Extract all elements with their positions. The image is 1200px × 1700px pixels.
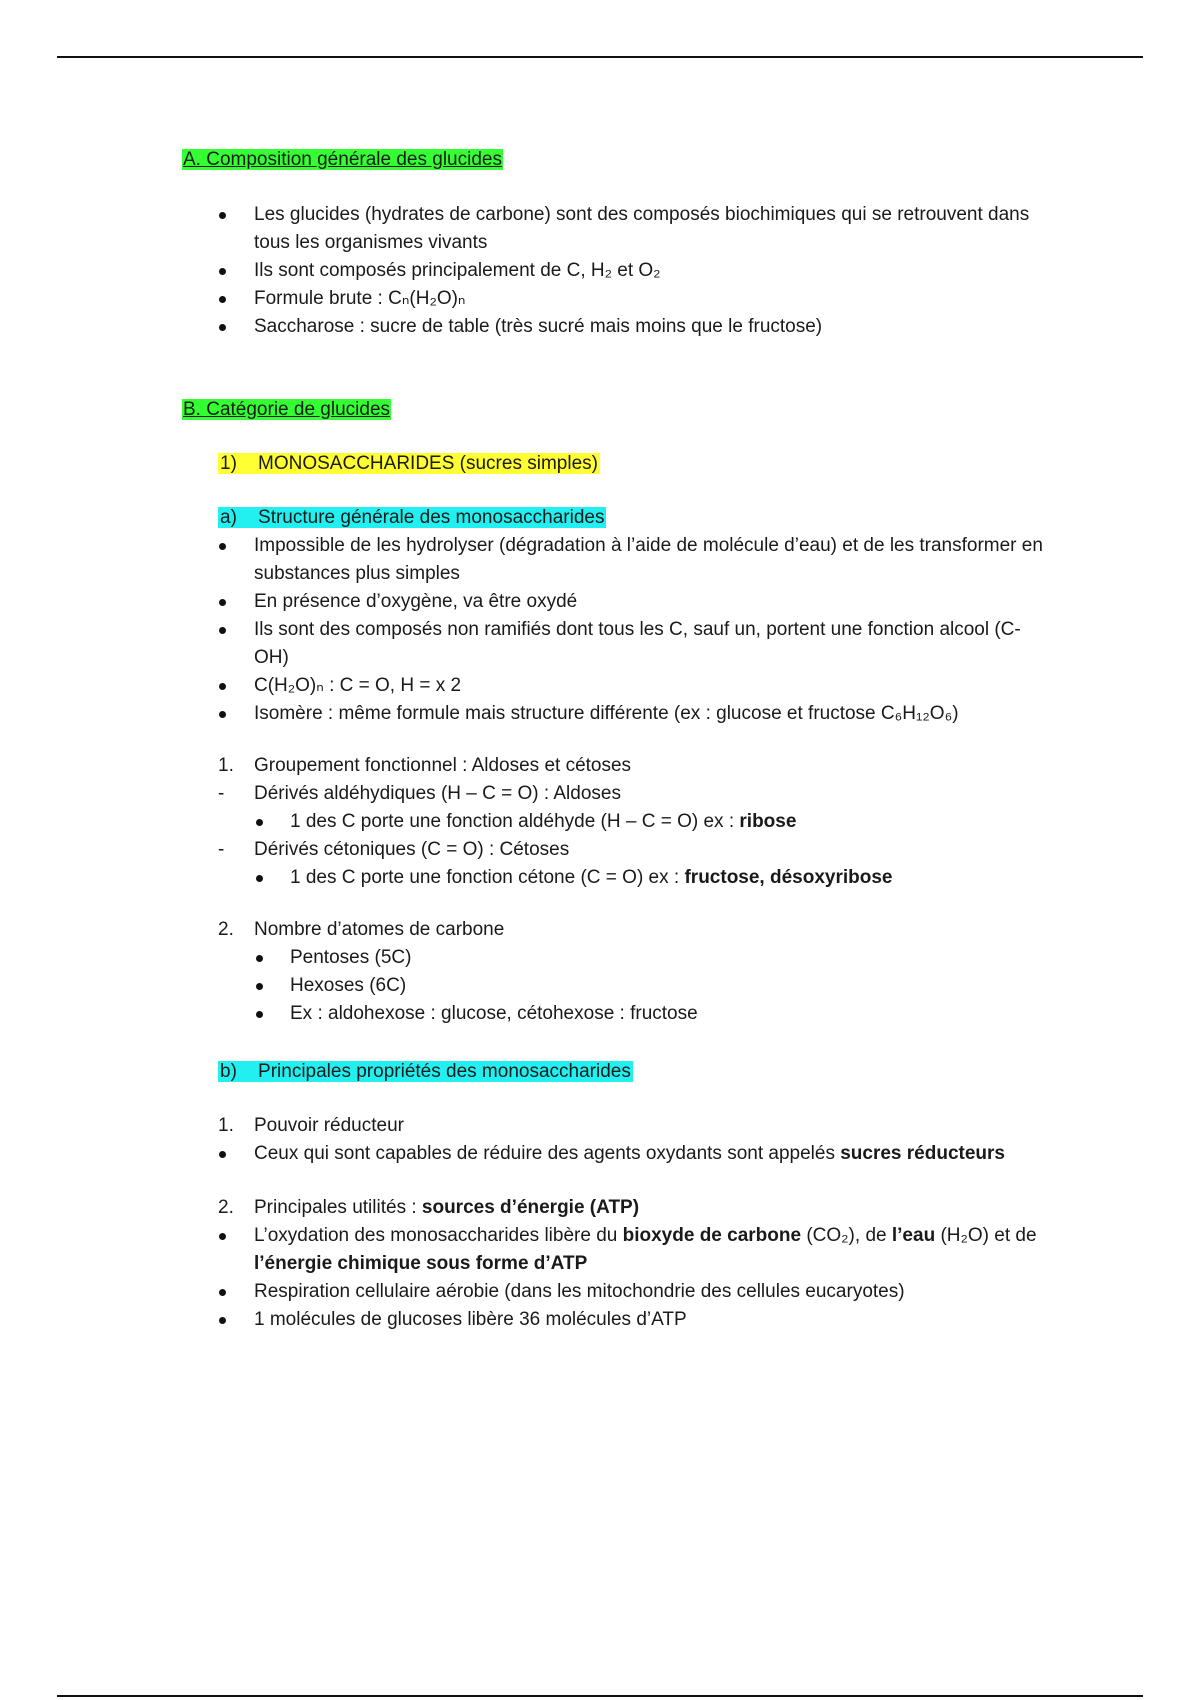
- header-rule: [57, 56, 1143, 58]
- subsection-a-heading: a) Structure générale des monosaccharides: [220, 507, 605, 528]
- list-item: 1 molécules de glucoses libère 36 molécules d’ATP: [218, 1306, 1048, 1334]
- numbered-item: 2. Nombre d’atomes de carbone: [218, 919, 505, 940]
- numbered-item: 2. Principales utilités : sources d’énergie (ATP): [218, 1197, 640, 1218]
- list-item: Saccharose : sucre de table (très sucré mais moins que le fructose): [218, 313, 1048, 341]
- section-a-heading: A. Composition générale des glucides: [183, 149, 502, 170]
- list-item: Impossible de les hydrolyser (dégradation à l’aide de molécule d’eau) et de les transformer en substances plus simples: [218, 532, 1048, 588]
- list-item: Hexoses (6C): [218, 972, 1048, 1000]
- list-item: 1 des C porte une fonction aldéhyde (H – C = O) ex : ribose: [218, 808, 1048, 836]
- dash-item: - Dérivés aldéhydiques (H – C = O) : Aldoses: [218, 783, 621, 804]
- numbered-item: 1. Groupement fonctionnel : Aldoses et cétoses: [218, 755, 632, 776]
- reducing-power-block: [218, 1112, 1048, 1168]
- dash-item: - Dérivés cétoniques (C = O) : Cétoses: [218, 839, 570, 860]
- list-item: Respiration cellulaire aérobie (dans les mitochondrie des cellules eucaryotes): [218, 1278, 1048, 1306]
- list-item: Ils sont composés principalement de C, H₂ et O₂: [218, 257, 1048, 285]
- subsection-b-heading: b) Principales propriétés des monosaccharides: [220, 1061, 631, 1082]
- list-item: Ex : aldohexose : glucose, cétohexose : fructose: [218, 1000, 1048, 1028]
- list-item: Ils sont des composés non ramifiés dont tous les C, sauf un, portent une fonction alcool (C-OH): [218, 616, 1048, 672]
- section-b-heading: B. Catégorie de glucides: [183, 399, 391, 420]
- list-item: Ceux qui sont capables de réduire des agents oxydants sont appelés sucres réducteurs: [218, 1140, 1048, 1168]
- list-item: 1 des C porte une fonction cétone (C = O) ex : fructose, désoxyribose: [218, 864, 1048, 892]
- list-item: Les glucides (hydrates de carbone) sont des composés biochimiques qui se retrouvent dans tous les organismes vivants: [218, 201, 1048, 257]
- utilities-block: [218, 1194, 1048, 1334]
- subsection-a-list: [218, 532, 1048, 728]
- list-item: L’oxydation des monosaccharides libère du bioxyde de carbone (CO₂), de l’eau (H₂O) et de l’énergie chimique sous forme d’ATP: [218, 1222, 1048, 1278]
- list-item: C(H₂O)ₙ : C = O, H = x 2: [218, 672, 1048, 700]
- carbon-count-block: [218, 916, 1048, 1028]
- section-a-list: [218, 201, 1048, 341]
- numbered-item: 1. Pouvoir réducteur: [218, 1115, 404, 1136]
- functional-group-block: [218, 752, 1048, 892]
- monosaccharides-heading: 1) MONOSACCHARIDES (sucres simples): [220, 453, 598, 474]
- footer-rule: [57, 1695, 1143, 1697]
- list-item: En présence d’oxygène, va être oxydé: [218, 588, 1048, 616]
- list-item: Pentoses (5C): [218, 944, 1048, 972]
- list-item: Isomère : même formule mais structure différente (ex : glucose et fructose C₆H₁₂O₆): [218, 700, 1048, 728]
- list-item: Formule brute : Cₙ(H₂O)ₙ: [218, 285, 1048, 313]
